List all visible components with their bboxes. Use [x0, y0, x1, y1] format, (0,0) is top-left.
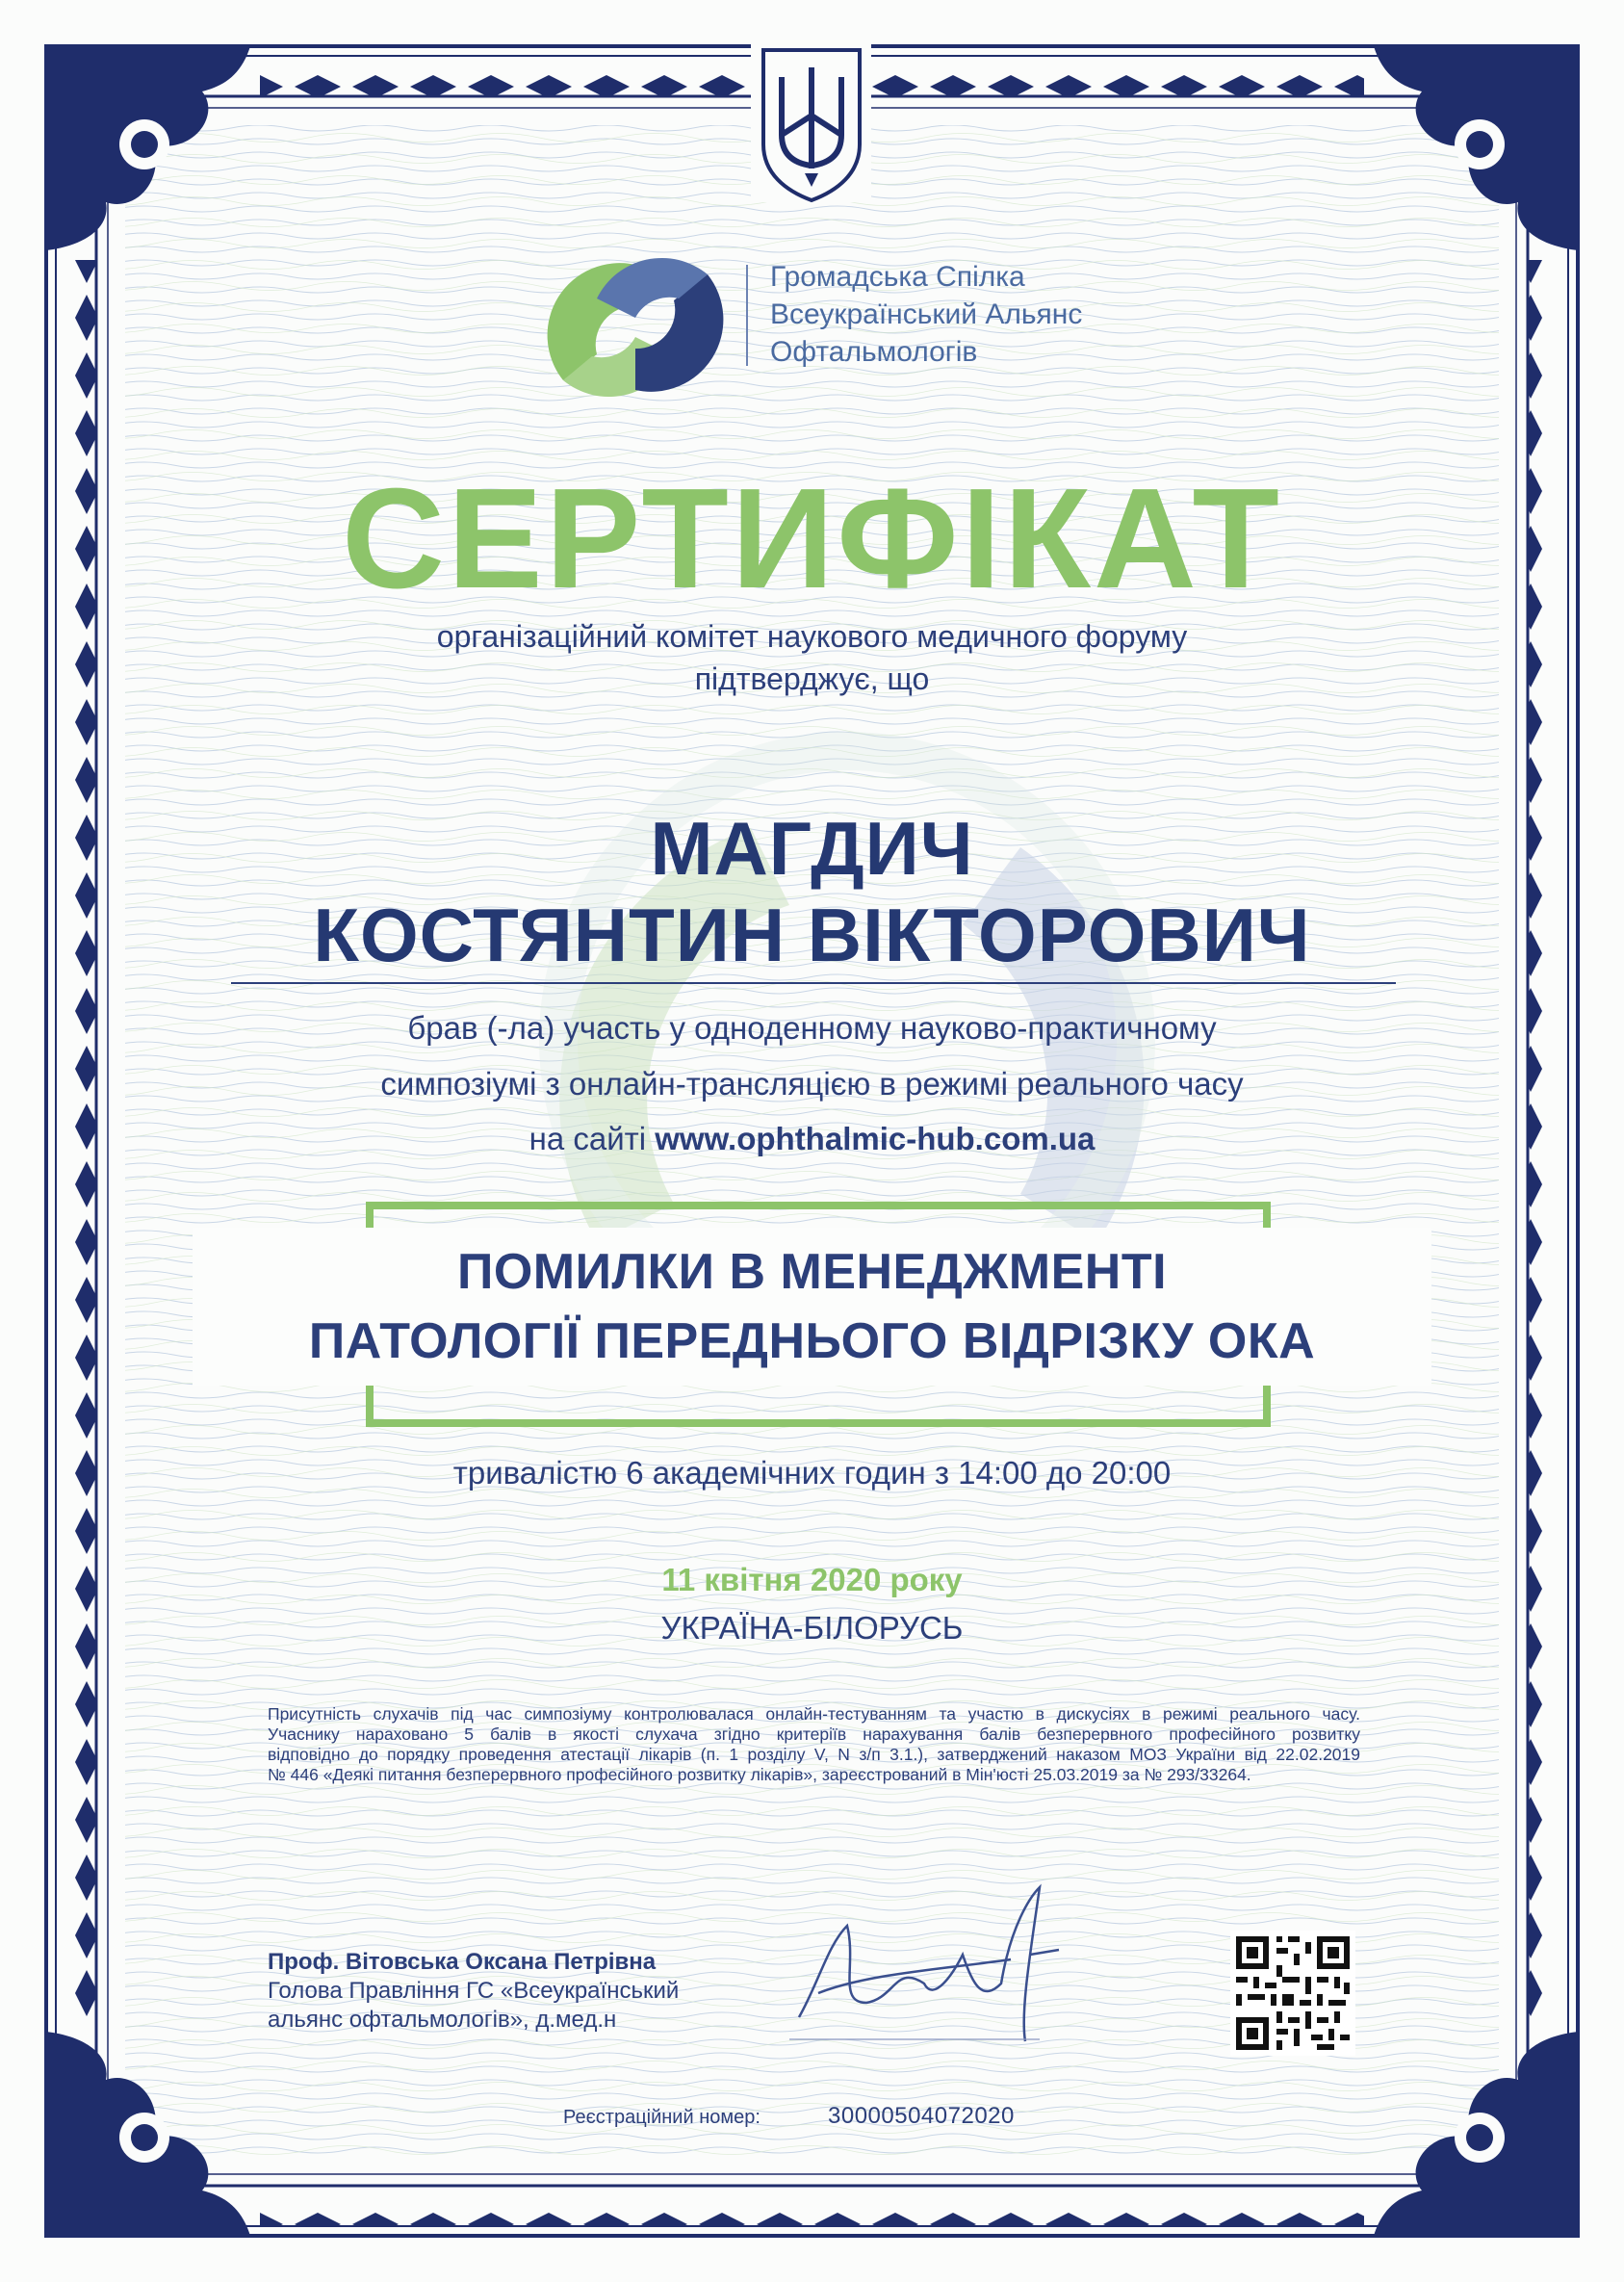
- org-divider: [746, 265, 748, 366]
- recipient-given-names: КОСТЯНТИН ВІКТОРОВИЧ: [313, 893, 1311, 977]
- event-date: 11 квітня 2020 року: [661, 1562, 963, 1597]
- organization-name-line: Офтальмологів: [770, 336, 978, 368]
- signatory-name: Проф. Вітовська Оксана Петрівна: [268, 1949, 657, 1975]
- recipient-surname: МАГДИЧ: [650, 806, 974, 891]
- intro-line: підтверджує, що: [694, 661, 930, 696]
- site-prefix: на сайті: [528, 1121, 647, 1156]
- qr-code: [1230, 1931, 1355, 2056]
- participation-line: симпозіумі з онлайн-трансляцією в режимі реального часу: [380, 1066, 1244, 1102]
- organization-name-line: Громадська Спілка: [770, 261, 1025, 293]
- participation-line: брав (-ла) участь у одноденному науково-практичному: [407, 1010, 1217, 1046]
- registration-label: Реєстраційний номер:: [563, 2107, 760, 2128]
- certificate-title: СЕРТИФІКАТ: [342, 459, 1282, 618]
- coat-of-arms-icon: [751, 39, 871, 202]
- signatory-position: альянс офтальмологів», д.мед.н: [268, 2007, 617, 2033]
- topic-line: ПАТОЛОГІЇ ПЕРЕДНЬОГО ВІДРІЗКУ ОКА: [308, 1313, 1316, 1369]
- registration-number: 30000504072020: [828, 2103, 1015, 2129]
- organization-name-line: Всеукраїнський Альянс: [770, 298, 1083, 330]
- name-underline: [231, 982, 1396, 984]
- fine-print-line: Присутність слухачів під час симпозіуму контролювалася онлайн-тестуванням та участю в дискусіях в режимі реального часу.: [268, 1704, 1360, 1724]
- signatory-position: Голова Правління ГС «Всеукраїнський: [268, 1978, 680, 2004]
- fine-print: [268, 1704, 1360, 1785]
- event-location: УКРАЇНА-БІЛОРУСЬ: [660, 1610, 964, 1646]
- organization-name: [770, 258, 1174, 371]
- topic-line: ПОМИЛКИ В МЕНЕДЖМЕНТІ: [456, 1244, 1168, 1300]
- fine-print-line: відповідно до порядку проведення атестації лікарів (п. 1 розділу V, N з/п 3.1.), затверджений наказом МОЗ України від 22.02.2019: [268, 1745, 1360, 1764]
- intro-line: організаційний комітет наукового медичного форуму: [436, 619, 1188, 654]
- signatory-block: [268, 1948, 768, 2035]
- fine-print-line: Учаснику нараховано 5 балів в якості слухача згідно критеріїв нарахування балів безперервного професійного розвитку: [268, 1724, 1360, 1744]
- duration-text: тривалістю 6 академічних годин з 14:00 до 20:00: [452, 1455, 1172, 1491]
- fine-print-line: № 446 «Деякі питання безперервного професійного розвитку лікарів», зареєстрований в Мін'юсті 25.03.2019 за № 293/33264.: [268, 1765, 1251, 1784]
- site-line: [0, 1112, 1624, 1165]
- site-url-link[interactable]: www.ophthalmic-hub.com.ua: [655, 1121, 1096, 1156]
